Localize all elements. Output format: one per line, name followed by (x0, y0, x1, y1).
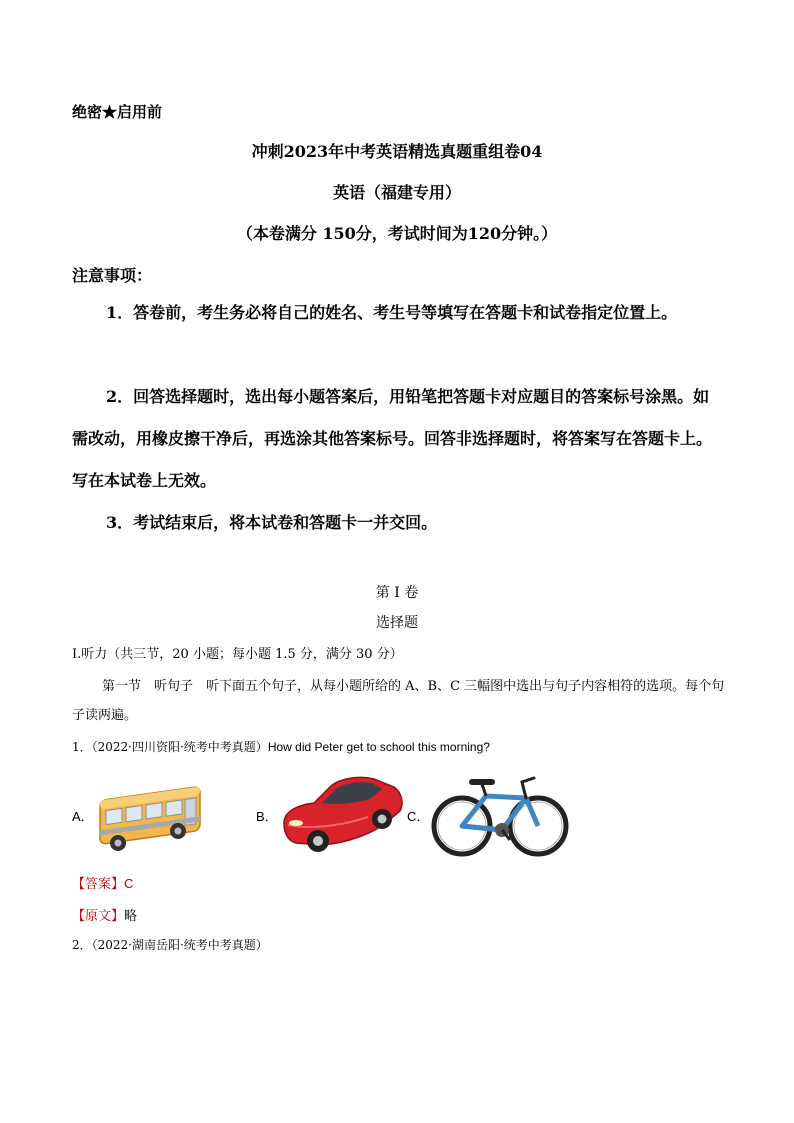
answer-line (72, 873, 133, 892)
question-2 (72, 936, 268, 953)
notice-item-2 (72, 376, 724, 502)
source-tag: 【原文】 (72, 909, 125, 924)
source-line (72, 905, 137, 924)
answer-value: C (124, 876, 134, 891)
question-text: How did Peter get to school this morning? (267, 740, 490, 754)
notice-item-num: 3． (106, 513, 134, 532)
page-title: 冲刺2023年中考英语精选真题重组卷04 (251, 142, 543, 161)
bus-image (96, 777, 208, 855)
question-prefix: 2．（2022·湖南岳阳·统考中考真题） (72, 938, 268, 952)
question-prefix: 1．（2022·四川资阳·统考中考真题） (72, 740, 268, 754)
notice-item-3 (72, 502, 724, 544)
option-b-label: B． (256, 809, 278, 824)
car-image (278, 771, 406, 855)
option-c-label: C． (407, 809, 430, 824)
notice-item-num: 2． (106, 387, 134, 406)
bicycle-image (430, 768, 570, 860)
answer-tag: 【答案】 (72, 877, 125, 892)
notice-item-num: 1． (106, 303, 134, 322)
part1-text: 第一节 听句子 听下面五个句子，从每小题所给的 A、B、C 三幅图中选出与句子内容相符的选项。每个句子读两遍。 (72, 679, 725, 723)
notice-item-text: 考试结束后，将本试卷和答题卡一并交回。 (133, 513, 438, 532)
notice-heading: 注意事项： (72, 266, 153, 285)
notice-item-text: 答卷前，考生务必将自己的姓名、考生号等填写在答题卡和试卷指定位置上。 (133, 303, 678, 322)
listening-heading: Ⅰ.听力（共三节，20 小题；每小题 1.5 分，满分 30 分） (72, 647, 403, 662)
notice-item-1 (72, 292, 724, 334)
option-a-label: A． (72, 809, 94, 824)
page-subtitle: 英语（福建专用） (332, 183, 461, 202)
exam-note: （本卷满分 150分，考试时间为120分钟。） (236, 224, 558, 243)
secret-mark: 绝密★启用前 (72, 103, 163, 121)
volume-title: 第 Ⅰ 卷 (375, 585, 419, 601)
source-value: 略 (124, 909, 138, 924)
notice-item-text: 回答选择题时，选出每小题答案后，用铅笔把答题卡对应题目的答案标号涂黑。如需改动，用橡皮擦干净后，再选涂其他答案标号。回答非选择题时，将答案写在答题卡上。写在本试卷上无效。 (72, 387, 713, 490)
section-type: 选择题 (376, 615, 418, 631)
question-1 (72, 738, 490, 755)
part1-instructions (72, 672, 732, 730)
